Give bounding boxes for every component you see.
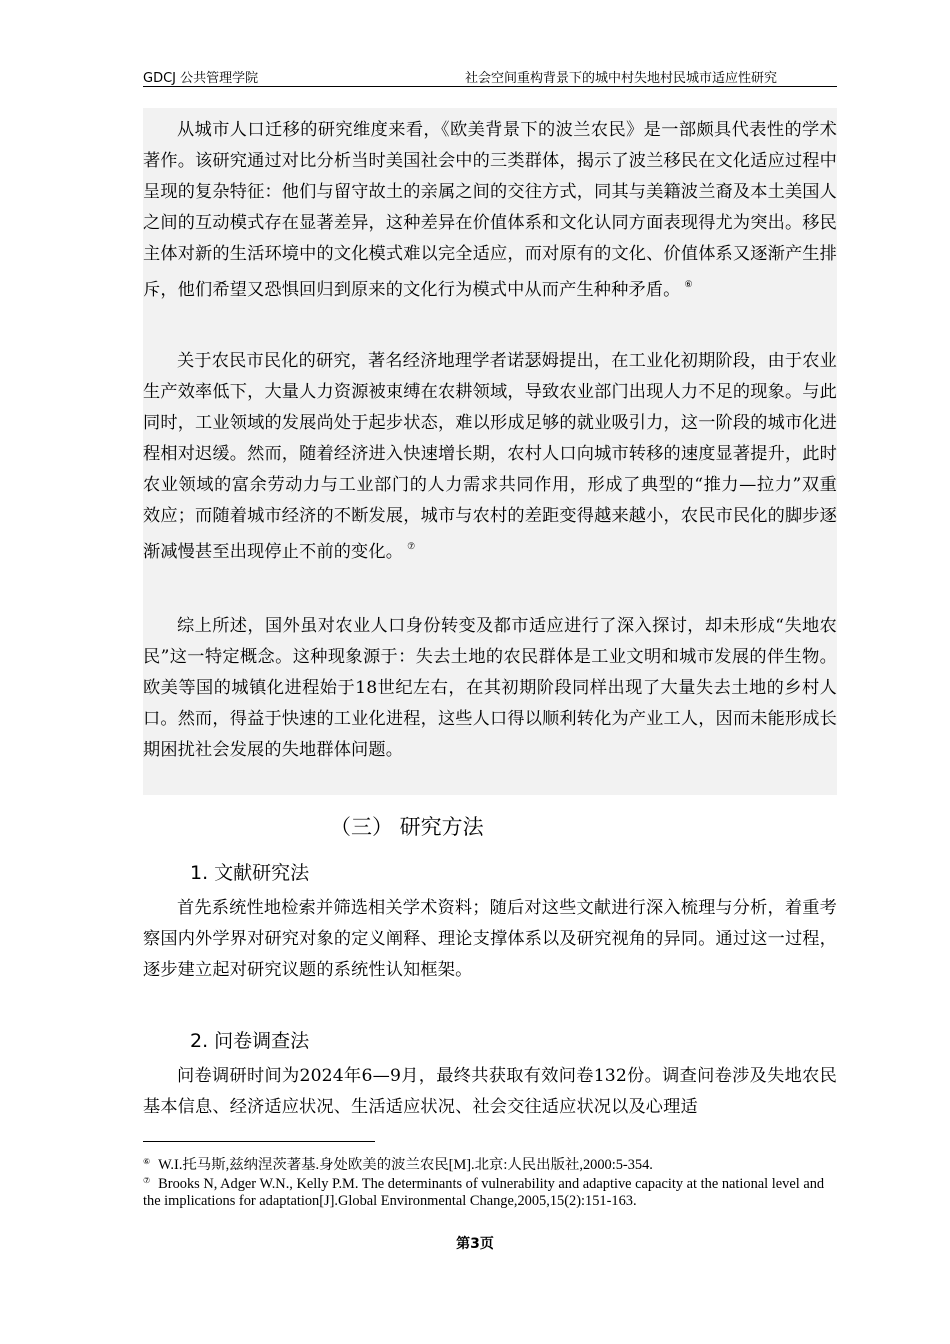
page-number: 第3页 — [456, 1236, 494, 1252]
paragraph-literature-method: 首先系统性地检索并筛选相关学术资料；随后对这些文献进行深入梳理与分析，着重考察国内外学界对研究对象的定义阐释、理论支撑体系以及研究视角的异同。通过这一过程，逐步建立起对研究议题的系统性认知框架。 — [143, 898, 837, 980]
footnote-6: ⑥ W.I.托马斯,兹纳涅茨著基.身处欧美的波兰农民[M].北京:人民出版社,2000:5-354. — [143, 1157, 653, 1173]
paragraph-questionnaire-method: 问卷调研时间为2024年6—9月，最终共获取有效问卷132份。调查问卷涉及失地农民基本信息、经济适应状况、生活适应状况、社会交往适应状况以及心理适 — [143, 1066, 837, 1117]
section-heading-methods: （三） 研究方法 — [330, 815, 484, 839]
subheading-literature-method: 1. 文献研究法 — [190, 862, 310, 884]
paragraph-summary: 综上所述，国外虽对农业人口身份转变及都市适应进行了深入探讨，却未形成“失地农民”这一特定概念。这种现象源于：失去土地的农民群体是工业文明和城市发展的伴生物。欧美等国的城镇化进程始于18世纪左右，在其初期阶段同样出现了大量失去土地的乡村人口。然而，得益于快速的工业化进程，这些人口得以顺利转化为产业工人，因而未能形成长期困扰社会发展的失地群体问题。 — [143, 616, 837, 760]
header-institution: GDCJ 公共管理学院 — [143, 71, 259, 86]
subheading-questionnaire-method: 2. 问卷调查法 — [190, 1030, 310, 1052]
paragraph-migration-research: 从城市人口迁移的研究维度来看，《欧美背景下的波兰农民》是一部颇具代表性的学术著作。该研究通过对比分析当时美国社会中的三类群体，揭示了波兰移民在文化适应过程中呈现的复杂特征：他们与留守故土的亲属之间的交往方式，同其与美籍波兰裔及本土美国人之间的互动模式存在显著差异，这种差异在价值体系和文化认同方面表现得尤为突出。移民主体对新的生活环境中的文化模式难以完全适应，而对原有的文化、价值体系又逐渐产生排斥，他们希望又恐惧回归到原来的文化行为模式中从而产生种种矛盾。 ⑥ — [143, 120, 837, 300]
paragraph-citizenization-research: 关于农民市民化的研究，著名经济地理学者诺瑟姆提出，在工业化初期阶段，由于农业生产效率低下，大量人力资源被束缚在农耕领域，导致农业部门出现人力不足的现象。与此同时，工业领域的发展尚处于起步状态，难以形成足够的就业吸引力，这一阶段的城市化进程相对迟缓。然而，随着经济进入快速增长期，农村人口向城市转移的速度显著提升，此时农业领域的富余劳动力与工业部门的人力需求共同作用，形成了典型的“推力—拉力”双重效应；而随着城市经济的不断发展，城市与农村的差距变得越来越小，农民市民化的脚步逐渐减慢甚至出现停止不前的变化。 ⑦ — [143, 351, 837, 562]
running-header — [143, 64, 837, 87]
header-thesis-title: 社会空间重构背景下的城中村失地村民城市适应性研究 — [464, 71, 777, 86]
footnote-ref-6: ⑥ — [684, 280, 693, 290]
footnote-separator — [143, 1141, 375, 1142]
footnote-7: ⑦ Brooks N, Adger W.N., Kelly P.M. The determinants of vulnerability and adaptive capacity at the national level and the implications for adaptation[J].Global Environmental Change,2005,15(2):151-163. — [143, 1176, 825, 1209]
footnote-ref-7: ⑦ — [407, 542, 416, 552]
